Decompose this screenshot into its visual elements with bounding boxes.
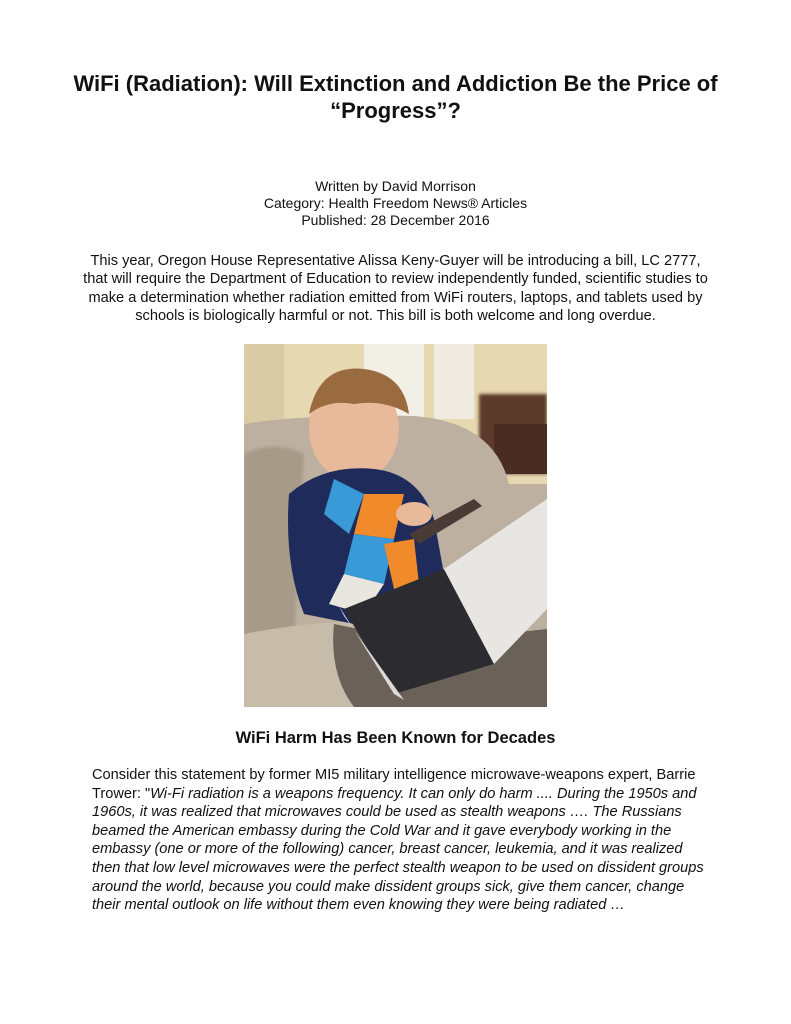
byline: Written by David Morrison [315, 178, 476, 194]
section-lead: Consider this statement by former MI5 military intelligence microwave-weapons expert, Barrie Trower: " [92, 767, 696, 802]
article-photo [244, 344, 547, 707]
article-title: WiFi (Radiation): Will Extinction and Addiction Be the Price of “Progress”? [73, 71, 718, 123]
category: Category: Health Freedom News® Articles [263, 195, 528, 211]
section-paragraph [92, 766, 712, 915]
section-heading: WiFi Harm Has Been Known for Decades [235, 729, 556, 747]
published-date: Published: 28 December 2016 [301, 212, 490, 228]
trower-quote: Wi-Fi radiation is a weapons frequency. It can only do harm .... During the 1950s and 1960s, it was realized that microwaves could be used as stealth weapons …. The Russians beamed the American embassy during the Cold War and it gave everybody working in the embassy (one or more of the following) cancer, breast cancer, leukemia, and it was realized then that low level microwaves were the perfect stealth weapon to be used on dissident groups around the world, because you could make dissident groups sick, give them cancer, change their mental outlook on life without them even knowing they were being radiated … [92, 785, 704, 914]
article-meta [150, 178, 641, 229]
intro-paragraph: This year, Oregon House Representative Alissa Keny-Guyer will be introducing a bill, LC 2777, that will require the Department of Education to review independently funded, scientific studies to make a determination whether radiation emitted from WiFi routers, laptops, and tablets used by schools is biologically harmful or not. This bill is both welcome and long overdue. [83, 253, 708, 324]
